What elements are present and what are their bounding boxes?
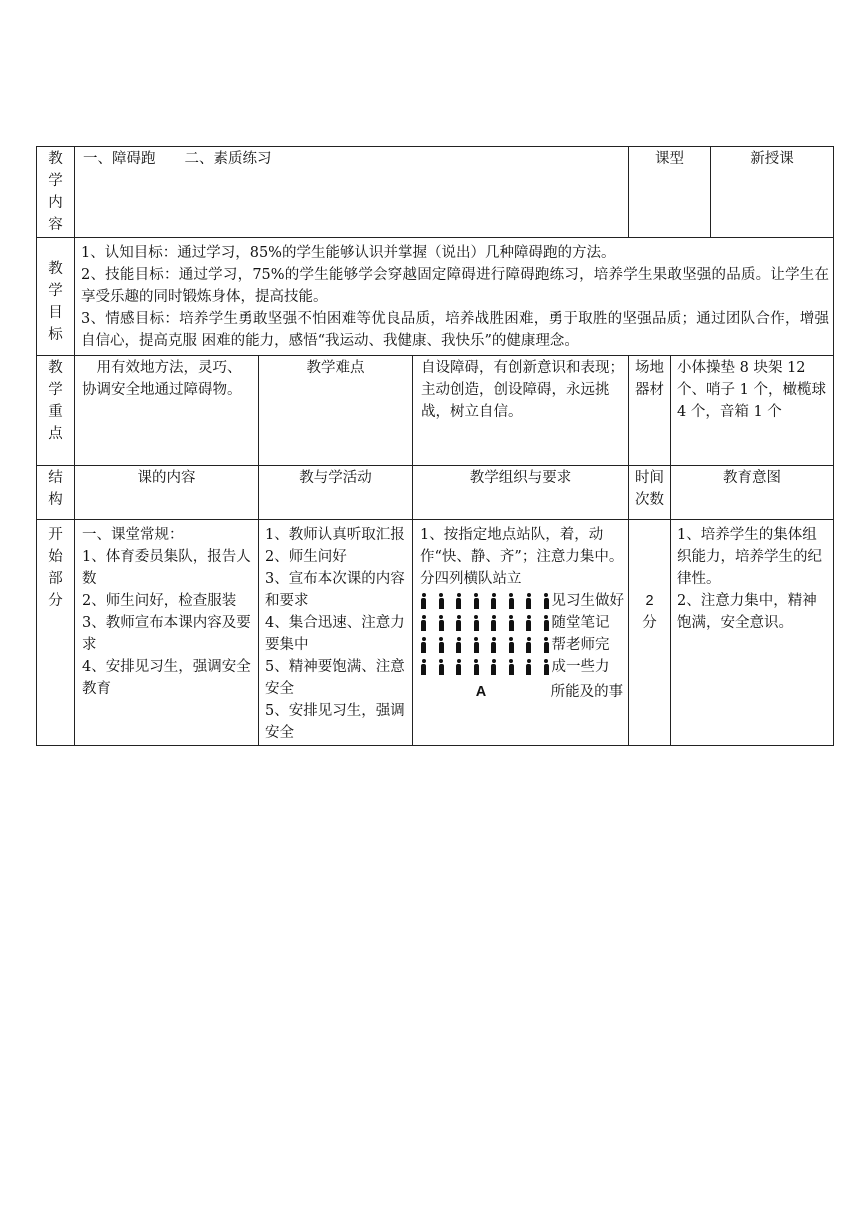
student-icon bbox=[438, 659, 445, 675]
student-icon bbox=[420, 637, 427, 653]
teaching-content: 一、障碍跑 二、素质练习 bbox=[75, 147, 629, 238]
student-icon bbox=[490, 637, 497, 653]
col-header-organization: 教学组织与要求 bbox=[413, 466, 629, 520]
student-icon bbox=[525, 593, 532, 609]
col-header-time: 时间 次数 bbox=[629, 466, 671, 520]
equipment: 小体操垫 8 块架 12 个、哨子 1 个，橄榄球 4 个，音箱 1 个 bbox=[671, 356, 834, 466]
key-point: 用有效地方法，灵巧、协调安全地通过障碍物。 bbox=[75, 356, 259, 466]
opening-activity: 1、教师认真听取汇报 2、师生问好 3、宣布本次课的内容和要求 4、集合迅速、注意力要集中 5、精神要饱满、注意安全 5、安排见习生，强调安全 bbox=[259, 520, 413, 746]
student-icon bbox=[438, 593, 445, 609]
row-structure-header bbox=[37, 466, 834, 520]
goal-skill: 2、技能目标：通过学习，75%的学生能够学会穿越固定障碍进行障碍跑练习，培养学生果敢坚强的品质。让学生在享受乐趣的同时锻炼身体，提高技能。 bbox=[81, 267, 830, 305]
student-icon bbox=[490, 659, 497, 675]
student-icon bbox=[473, 593, 480, 609]
student-icon bbox=[508, 659, 515, 675]
lesson-plan-table bbox=[36, 146, 834, 746]
formation-row: 随堂笔记 bbox=[420, 612, 624, 634]
col-header-content: 课的内容 bbox=[75, 466, 259, 520]
row-header-teaching-goals: 教 学 目 标 bbox=[37, 238, 75, 356]
opening-time: 2 分 bbox=[629, 520, 671, 746]
student-icon bbox=[420, 659, 427, 675]
student-icon bbox=[490, 593, 497, 609]
col-header-intent: 教育意图 bbox=[671, 466, 834, 520]
goal-cognitive: 1、认知目标：通过学习，85%的学生能够认识并掌握（说出）几种障碍跑的方法。 bbox=[81, 245, 616, 261]
student-icon bbox=[543, 593, 550, 609]
difficulty-label: 教学难点 bbox=[259, 356, 413, 466]
student-icon bbox=[525, 637, 532, 653]
student-icon bbox=[473, 615, 480, 631]
student-icon bbox=[473, 637, 480, 653]
student-icon bbox=[525, 659, 532, 675]
row-header-key-points: 教 学 重 点 bbox=[37, 356, 75, 466]
student-icon bbox=[455, 659, 462, 675]
opening-intent: 1、培养学生的集体组织能力，培养学生的纪律性。 2、注意力集中，精神饱满，安全意识。 bbox=[671, 520, 834, 746]
row-header-opening: 开 始 部 分 bbox=[37, 520, 75, 746]
student-icon bbox=[543, 659, 550, 675]
col-header-activity: 教与学活动 bbox=[259, 466, 413, 520]
student-icon bbox=[543, 615, 550, 631]
row-teaching-goals bbox=[37, 238, 834, 356]
teaching-goals bbox=[75, 238, 834, 356]
student-icon bbox=[508, 637, 515, 653]
opening-organization: 1、按指定地点站队，着，动作“快、静、齐”；注意力集中。 分四列横队站立 见习生做好 随堂笔记 帮老师完 成一些力 A 所能及的事 bbox=[413, 520, 629, 746]
student-icon bbox=[455, 615, 462, 631]
student-icon bbox=[508, 593, 515, 609]
equipment-label: 场地 器材 bbox=[629, 356, 671, 466]
teacher-marker: A bbox=[475, 684, 487, 700]
student-icon bbox=[438, 637, 445, 653]
row-header-structure: 结 构 bbox=[37, 466, 75, 520]
student-icon bbox=[543, 637, 550, 653]
student-icon bbox=[455, 637, 462, 653]
goal-affective: 3、情感目标：培养学生勇敢坚强不怕困难等优良品质，培养战胜困难，勇于取胜的坚强品质；通过团队合作，增强自信心，提高克服 困难的能力，感悟“我运动、我健康、我快乐”的健康理念。 bbox=[81, 311, 830, 349]
student-icon bbox=[473, 659, 480, 675]
lesson-type-value: 新授课 bbox=[711, 147, 834, 238]
student-icon bbox=[420, 593, 427, 609]
student-icon bbox=[490, 615, 497, 631]
student-icon bbox=[525, 615, 532, 631]
student-icon bbox=[455, 593, 462, 609]
row-key-points bbox=[37, 356, 834, 466]
row-opening-section bbox=[37, 520, 834, 746]
opening-content: 一、课堂常规： 1、体育委员集队，报告人数 2、师生问好，检查服装 3、教师宣布本课内容及要求 4、安排见习生，强调安全教育 bbox=[75, 520, 259, 746]
row-header-teaching-content: 教 学 内 容 bbox=[37, 147, 75, 238]
lesson-type-label: 课型 bbox=[629, 147, 711, 238]
teacher-position: A 所能及的事 bbox=[420, 678, 624, 706]
formation-row: 帮老师完 bbox=[420, 634, 624, 656]
formation-row: 见习生做好 bbox=[420, 590, 624, 612]
formation-row: 成一些力 bbox=[420, 656, 624, 678]
student-icon bbox=[438, 615, 445, 631]
row-teaching-content bbox=[37, 147, 834, 238]
student-icon bbox=[508, 615, 515, 631]
difficulty: 自设障碍，有创新意识和表现；主动创造，创设障碍，永远挑战，树立自信。 bbox=[413, 356, 629, 466]
student-icon bbox=[420, 615, 427, 631]
